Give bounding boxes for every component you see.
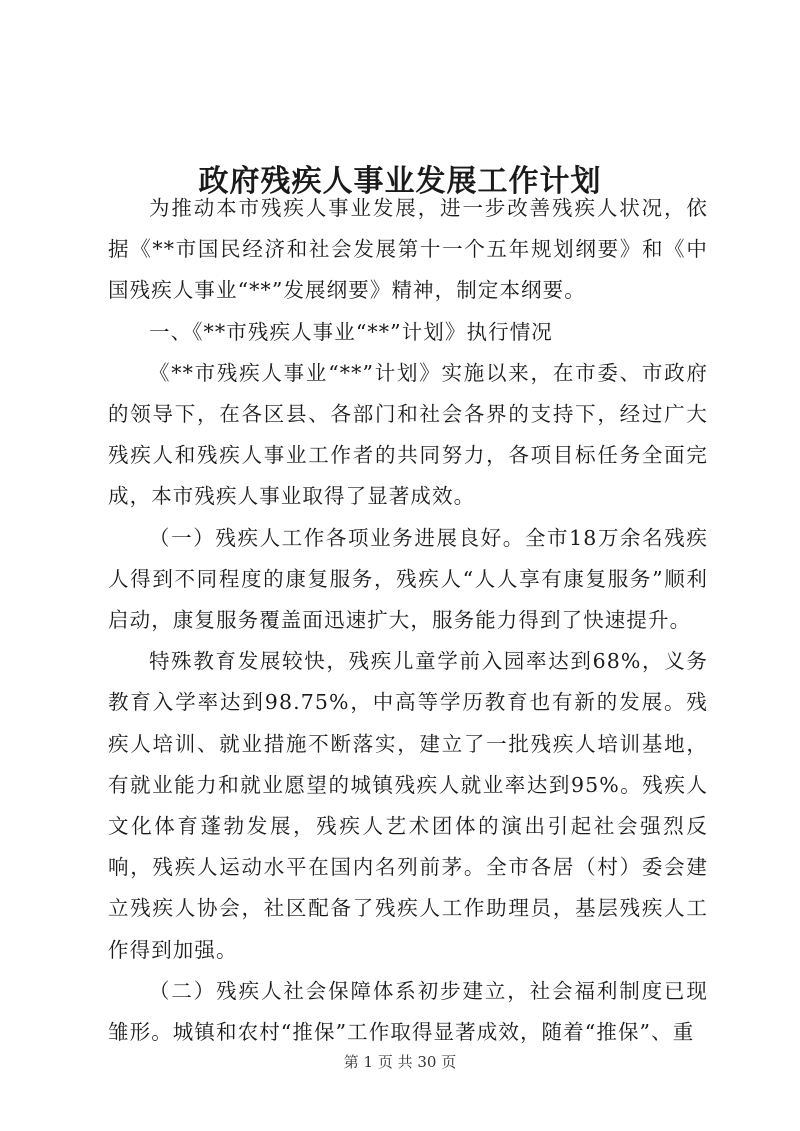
paragraph-education-employment: 特殊教育发展较快，残疾儿童学前入园率达到68%，义务教育入学率达到98.75%，中高等学历教育也有新的发展。残疾人培训、就业措施不断落实，建立了一批残疾人培训基地，有就业能力和就业愿望的城镇残疾人就业率达到95%。残疾人文化体育蓬勃发展，残疾人艺术团体的演出引起社会强烈反响，残疾人运动水平在国内名列前茅。全市各居（村）委会建立残疾人协会，社区配备了残疾人工作助理员，基层残疾人工作得到加强。 xyxy=(108,649,708,962)
paragraph-subsection-2: （二）残疾人社会保障体系初步建立，社会福利制度已现雏形。城镇和农村“推保”工作取得显著成效，随着“推保”、重 xyxy=(108,978,708,1045)
page-number-footer: 第 1 页 共 30 页 xyxy=(343,1053,457,1071)
document-title: 政府残疾人事业发展工作计划 xyxy=(198,164,602,200)
paragraph-intro: 为推动本市残疾人事业发展，进一步改善残疾人状况，依据《**市国民经济和社会发展第十一个五年规划纲要》和《中国残疾人事业“**”发展纲要》精神，制定本纲要。 xyxy=(108,196,708,303)
paragraph-implementation: 《**市残疾人事业“**”计划》实施以来，在市委、市政府的领导下，在各区县、各部门和社会各界的支持下，经过广大残疾人和残疾人事业工作者的共同努力，各项目标任务全面完成，本市残疾人事业取得了显著成效。 xyxy=(108,360,708,509)
document-body xyxy=(108,188,708,1053)
section-heading-1: 一、《**市残疾人事业“**”计划》执行情况 xyxy=(149,319,553,344)
paragraph-subsection-1: （一）残疾人工作各项业务进展良好。全市18万余名残疾人得到不同程度的康复服务，残疾人“人人享有康复服务”顺利启动，康复服务覆盖面迅速扩大，服务能力得到了快速提升。 xyxy=(108,525,708,633)
